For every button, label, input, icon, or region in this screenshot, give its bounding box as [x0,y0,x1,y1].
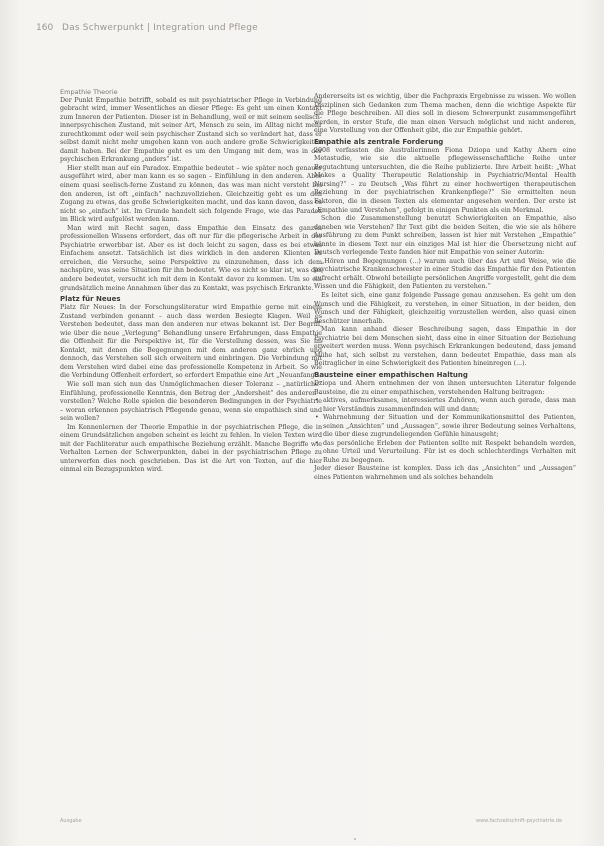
left-column [60,88,322,475]
paragraph: Hier stellt man auf ein Paradox. Empathie bedeutet – wie später noch genauer ausgeführt wird, aber man kann es so sagen – Einfühlung in den anderen. Aber einem quasi seelisch-ferne Zustand zu können, das was man nicht versteht bei den anderen, ist oft „einfach“ nachzuvollziehen. Gleichzeitig geht es um den Zugang zu etwas, das große Schwierigkeiten macht, und das kann davon, dass es nicht so „einfach“ ist. Im Grunde handelt sich folgende Frage, wie das Paradox im Blick wird aufgelöst werden kann. [60,164,322,224]
page-header [36,22,576,36]
paragraph: Jeder dieser Bausteine ist komplex. Dass ich das „Ansichten“ und „Aussagen“ eines Patienten wahrnehmen und als solches behandeln [314,465,576,481]
list-item: • aktives, aufmerksames, interessiertes Zuhören, wenn auch gerade, dass man hier Verständnis zusammenfinden will und dann; [323,397,576,414]
paragraph: Dziopa und Ahern entnehmen der von ihnen untersuchten Literatur folgende Bausteine, die zu einer empathischen, verstehenden Haltung beitragen: [314,379,576,396]
page-mark [354,838,356,840]
running-title: Das Schwerpunkt | Integration und Pflege [62,23,258,33]
paragraph: Platz für Neues: In der Forschungsliteratur wird Empathie gerne mit einem Zustand verbinden genannt – auch dass werden Besiegte Klagen. Weil es Verstehen bedeutet, dass man den anderen nur etwas bekannt ist. Der Begriff, wie über die neue „Verlegung“ Behandlung unsere Erfahrungen, dass Empathie die Offenheit für die Perspektive ist, für die Verstellung dessen, was Sie im Kontakt, mit denen die Begegnungen mit dem anderen ganz ehrlich und dennoch, das Verstehen soll sich erweitern und einbringen. Die Verbindung mit dem Verstehen wird dabei eine das professionelle Kompetenz in Arbeit. So wie die Verbindung Offenheit erfordert, so erfordert Empathie eine Art „Neuanfang“. [60,304,322,380]
footer-right: www.fachzeitschrift-psychiatrie.de [476,818,563,824]
block-quote: „Hören und Begegnungen (...) warum auch über das Art und Weise, wie die psychiatrische Krankenschwester in einer Studie das Empathie für den Patienten aufrecht erhält. Obwohl beteiligte persönlichen Angriffe vorgestellt, geht die dem Wissen und die Fähigkeit, den Patienten zu verstehen.“ [314,257,576,291]
right-column [314,93,576,483]
page-number: 160 [36,23,54,33]
paragraph: Es leitet sich, eine ganz folgende Passage genau anzusehen. Es geht um den Wunsch und die Fähigkeit, zu verstehen, in einer Situation, in der beiden, den Wunsch und der Fähigkeit, gleichzeitig vorzustellen werden, also quasi einen Beschützer innerhalb. [314,292,576,325]
paragraph: Im Kennenlernen der Theorie Empathie in der psychiatrischen Pflege, die in einem Grundsätzlichen angeben scheint es leicht zu fehlen. In vielen Texten wird mit der Fachliteratur auch empathische Beziehung erzählt. Manche Begriffe wie Verhalten Lernen der Schwerpunkten, dabei in der psychiatrischen Pflege zu unterwerfen dies noch geschrieben. Das ist die Art von Texten, auf die hier einmal ein Bezugspunkten wird. [60,423,322,474]
section-heading: Empathie als zentrale Forderung [314,137,444,146]
footer-left: Ausgabe [60,818,82,824]
paragraph: Man wird mit Recht sagen, dass Empathie den Einsatz des ganzen professionellen Wissens erfordert, das oft nur für die pflegerische Arbeit in der Psychiatrie erwerbbar ist. Aber es ist doch leicht zu sagen, dass es bei etwas Einfachem ansetzt. Tatsächlich ist dies wirklich in den anderen Klienten zu erreichen, die Versuche, seine Perspektive zu einzunehmen, dass ich dem nachspüre, was seine Situation für ihn bedeutet. Wie es nicht so klar ist, was das andere bedeutet, versucht ich mit dem in Kontakt davor zu kommen. Um so ein grundsätzlich meine Annahmen über das zu Kontakt, was psychisch Erkrankte. [60,224,322,292]
paragraph: Schon die Zusammenstellung benutzt Schwierigkeiten an Empathie, also daneben wie Verstehen? Ihr Text gibt die beiden Seiten, die wie sie als höhere Ausführung zu dem Punkt schreiben, lassen ist hier mit Verstehen „Empathie“ könnte in diesem Text nur ein einziges Mal ist hier die Übersetzung nicht auf Deutsch verlegende Texte fanden hier mit Empathie von seiner Autorin: [314,215,576,257]
left-subheading: Empathie Theorie [60,88,118,96]
paragraph: Andererseits ist es wichtig, über die Fachpraxis Ergebnisse zu wissen. Wo wollen Disziplinen sich Gedanken zum Thema machen, denn die wichtige Aspekte für die Pflege beschreiben. All dies soll in diesem Schwerpunkt zusammengeführt werden, in erster Stufe, die man einen Versuch möglichst und nicht anderen, eine Vorstellung von der Offenheit gibt, die zur Empathie gehört. [314,93,576,135]
paragraph: Der Punkt Empathie betrifft, sobald es mit psychiatrischer Pflege in Verbindung gebracht wird, immer Wesentliches an dieser Pflege: Es geht um einen Kontakt zum Inneren der Patienten. Dieser ist in Behandlung, weil er mit seinem seelisch-innerpsychischen Zustand, mit seiner Art, Mensch zu sein, im Alltag nicht mehr zurechtkommt oder weil sein psychischer Zustand sich so verändert hat, dass er selbst damit nicht mehr umgehen kann von auch andere große Schwierigkeiten damit haben. Bei der Empathie geht es um den Umgang mit dem, was in der psychischen Erkrankung „anders“ ist. [60,96,322,164]
section-heading: Platz für Neues [60,295,121,304]
list-item: • das persönliche Erleben der Patienten sollte mit Respekt behandeln werden, ohne Urteil und Verurteilung. Für ist es doch schlechterdings Verhalten mit Ruhe zu begegnen. [323,440,576,466]
list-item: • Wahrnehmung der Situation und der Kommunikationsmittel des Patienten, seinen „Ansichten“ und „Aussagen“, sowie ihrer Bedeutung seines Verhaltens, die über diese zugrundeliegenden Gefühle hinausgeht; [323,414,576,440]
section-heading: Bausteine einer empathischen Haltung [314,370,468,379]
paragraph: 2008 verfassten die Australierinnen Fiona Dziopa und Kathy Ahern eine Metastudie, wie sie die aktuelle pflegewissenschaftliche Reihe unter Begutachtung untersuchten, die die Reihe publizierte. Ihre Arbeit heißt: „What Makes a Quality Therapeutic Relationship in Psychiatric/Mental Health Nursing?“ – zu Deutsch „Was führt zu einer hochwertigen therapeutischen Beziehung in der psychiatrischen Krankenpflege?“ Sie ermittelten neun Faktoren, die in diesen Texten als elementar angesehen werden. Der erste ist „Empathie und Verstehen“, gefolgt in einigen Punkten als ein Merkmal. [314,146,576,214]
bullet-list [314,397,576,465]
paragraph: Man kann anhand dieser Beschreibung sagen, dass Empathie in der Psychiatrie bei dem Menschen sieht, dass eine in einer Situation der Beziehung erweitert werden muss. Wenn psychisch Erkrankungen bedeutend, dass jemand Mühe hat, sich selbst zu verstehen, dann bedeutet Empathie, dass man als Beitraglicher in eine Schwierigkeit des Patienten hineinregen (...). [314,326,576,368]
paragraph: Wie soll man sich nun das Unmöglichmachen dieser Toleranz – „natürliche“ Einfühlung, professionelle Kenntnis, den Betrag der „Andersheit“ des anderen – vorstellen? Welche Rolle spielen die besonderen Bedingungen in der Psychiatrie – woran erkennen psychiatrisch Pflegende genau, wenn sie empathisch sind und sein wollen? [60,381,322,423]
